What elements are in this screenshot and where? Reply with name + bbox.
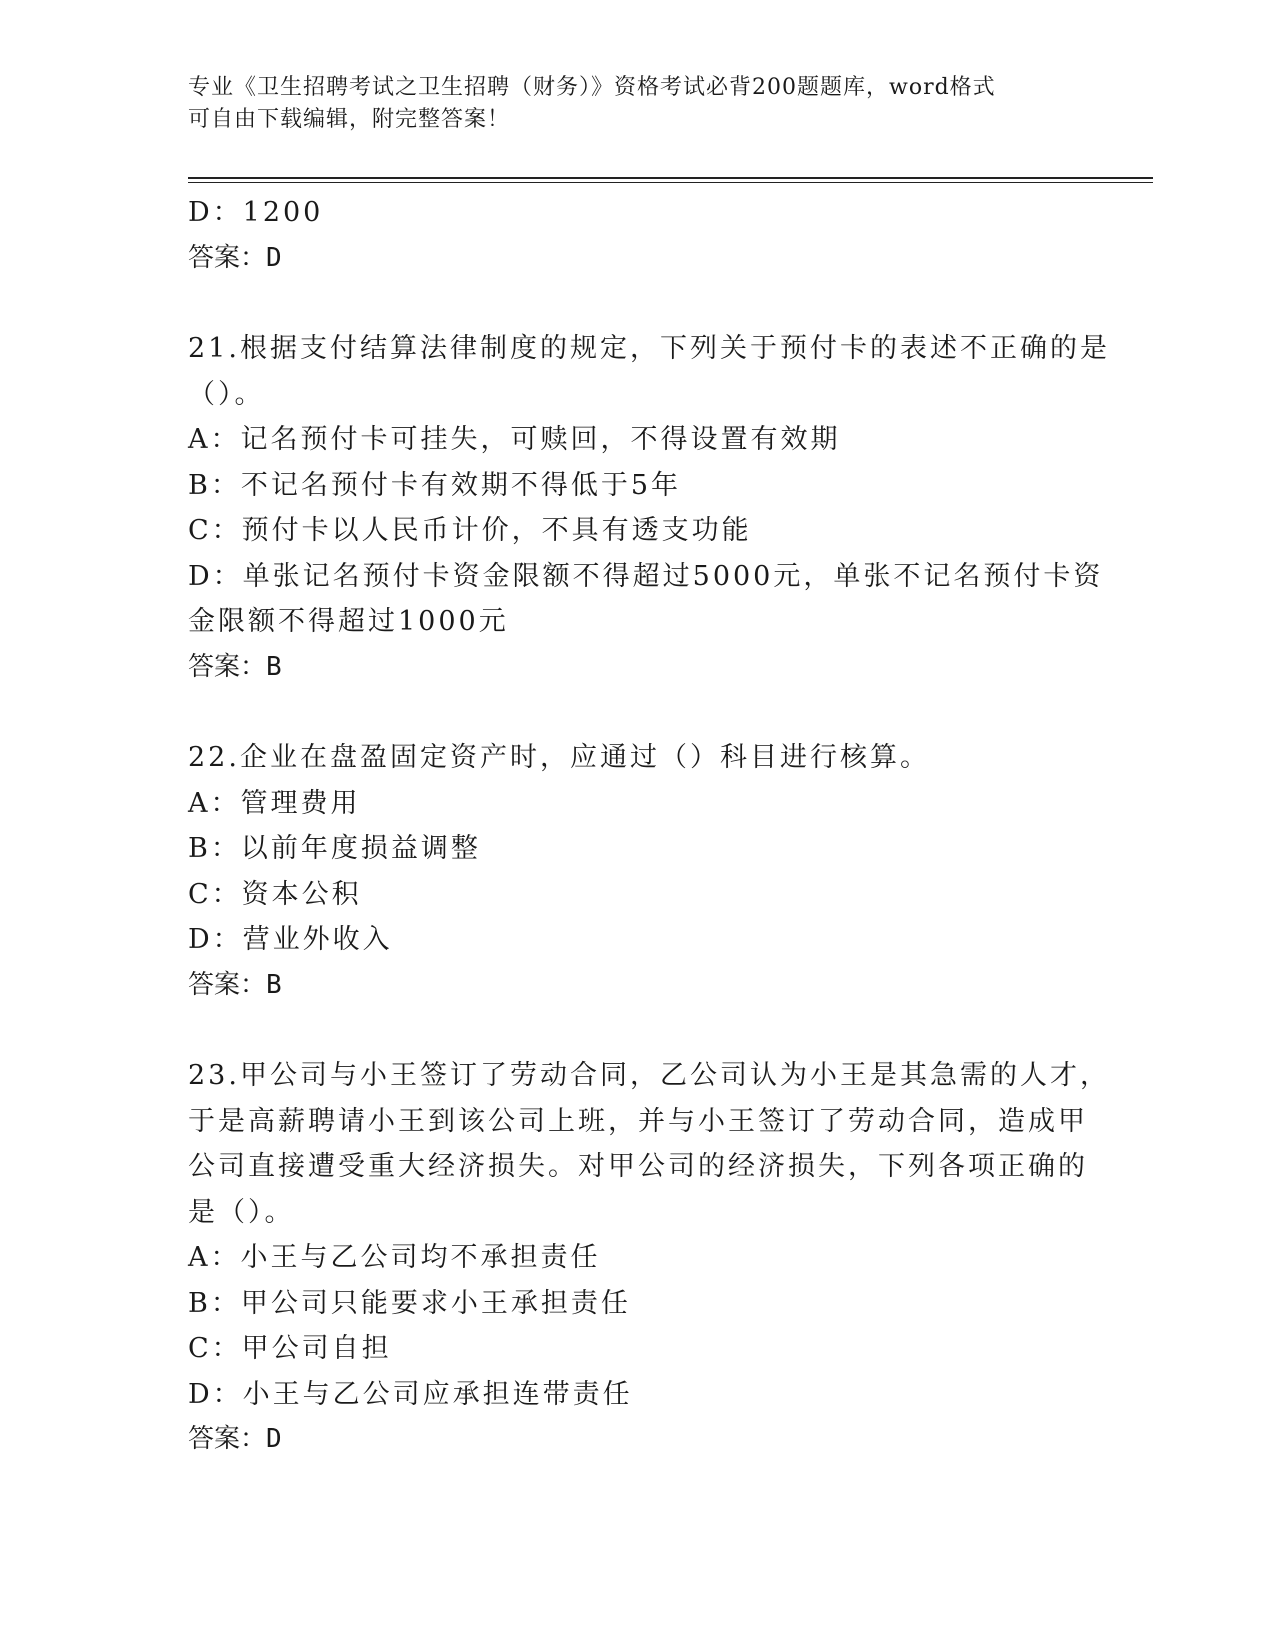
option-a: A：小王与乙公司均不承担责任	[188, 1242, 601, 1273]
question-stem-cont: 于是高薪聘请小王到该公司上班，并与小王签订了劳动合同，造成甲	[188, 1105, 1088, 1137]
question-stem-cont: 公司直接遭受重大经济损失。对甲公司的经济损失，下列各项正确的	[188, 1151, 1088, 1182]
answer-line: 答案：D	[188, 1424, 282, 1454]
option-a: A：管理费用	[188, 787, 361, 819]
header-line-2: 可自由下载编辑，附完整答案！	[188, 107, 511, 132]
question-22	[188, 735, 1088, 1008]
option-d: D：1200	[188, 197, 324, 228]
option-b: B：甲公司只能要求小王承担责任	[188, 1287, 631, 1319]
previous-question-tail	[188, 190, 1088, 281]
answer-line: 答案：B	[188, 969, 282, 1000]
option-d-cont: 金限额不得超过1000元	[188, 606, 509, 637]
header-rule-thin	[188, 182, 1153, 183]
question-stem: 22.企业在盘盈固定资产时，应通过（）科目进行核算。	[188, 742, 930, 773]
option-b: B：不记名预付卡有效期不得低于5年	[188, 469, 682, 501]
answer-line: 答案：B	[188, 651, 282, 682]
option-b: B：以前年度损益调整	[188, 833, 481, 864]
option-d: D：小王与乙公司应承担连带责任	[188, 1378, 633, 1410]
document-body	[188, 190, 1110, 1463]
option-d: D：单张记名预付卡资金限额不得超过5000元，单张不记名预付卡资	[188, 560, 1104, 592]
option-d: D：营业外收入	[188, 924, 393, 955]
spacer	[188, 281, 1088, 326]
option-a: A：记名预付卡可挂失，可赎回，不得设置有效期	[188, 424, 841, 455]
option-c: C：预付卡以人民币计价，不具有透支功能	[188, 515, 752, 546]
question-stem-cont: 是（）。	[188, 1196, 295, 1228]
question-stem-cont: （）。	[188, 378, 265, 410]
header-rule-thick	[188, 177, 1153, 179]
option-c: C：资本公积	[188, 878, 362, 910]
question-stem: 21.根据支付结算法律制度的规定，下列关于预付卡的表述不正确的是	[188, 333, 1110, 364]
question-stem: 23.甲公司与小王签订了劳动合同，乙公司认为小王是其急需的人才，	[188, 1060, 1110, 1091]
option-c: C：甲公司自担	[188, 1333, 392, 1364]
spacer	[188, 1008, 1088, 1053]
question-23	[188, 1053, 1110, 1463]
spacer	[188, 690, 1088, 735]
question-21	[188, 326, 1110, 690]
header-line-1: 专业《卫生招聘考试之卫生招聘（财务）》资格考试必背200题题库，word格式	[188, 75, 996, 100]
answer-line: 答案：D	[188, 242, 282, 273]
document-header	[188, 72, 1088, 136]
